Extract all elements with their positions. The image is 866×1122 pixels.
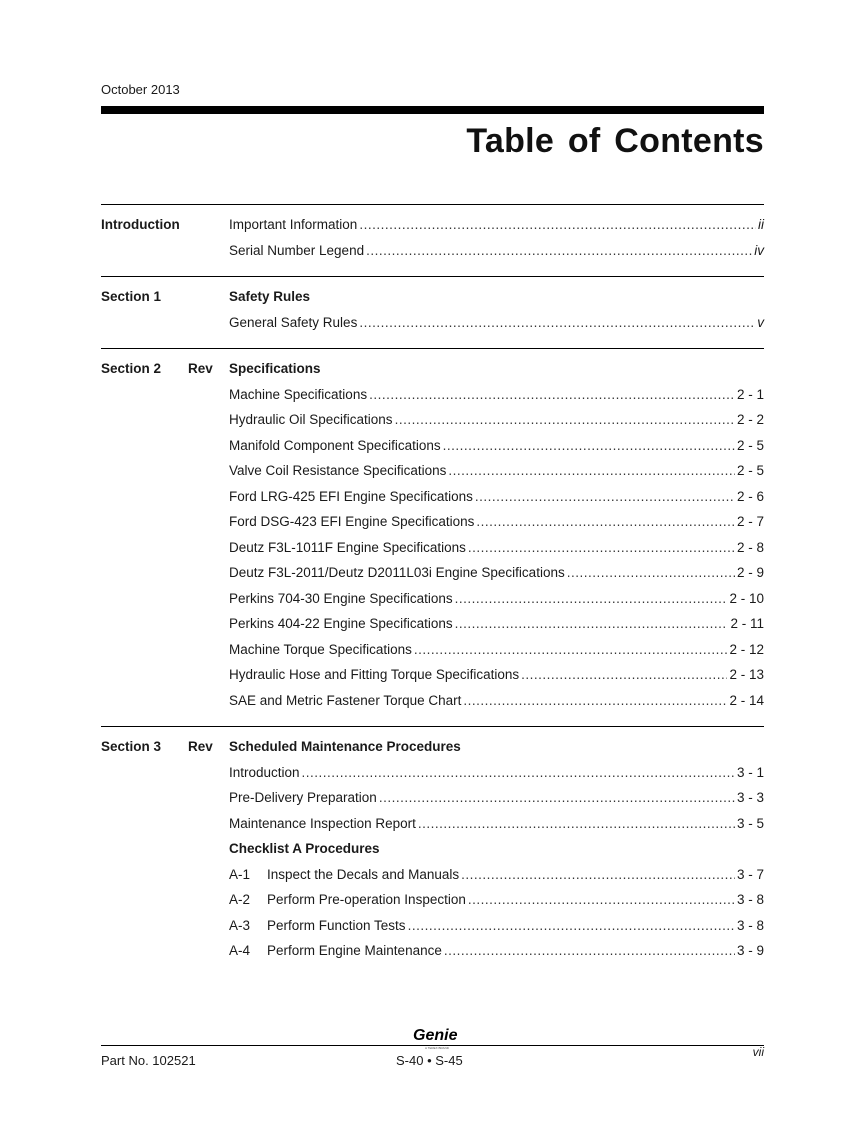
toc-entry[interactable]: [229, 916, 764, 936]
toc-row: [101, 665, 764, 691]
dot-leader: [567, 563, 735, 583]
dot-leader: [408, 916, 735, 936]
entry-title: Pre-Delivery Preparation: [229, 790, 377, 805]
toc-row: [101, 839, 764, 865]
entry-page: 2 - 9: [736, 565, 764, 580]
entry-title: SAE and Metric Fastener Torque Chart: [229, 692, 462, 708]
toc-row: [101, 563, 764, 589]
toc-entry[interactable]: [229, 814, 764, 834]
entry-page: 2 - 10: [729, 590, 764, 606]
dot-leader: [468, 890, 735, 910]
toc-entry[interactable]: [229, 215, 764, 235]
toc-heading: Specifications: [229, 361, 321, 376]
toc-entry[interactable]: [229, 436, 764, 456]
entry-title: Inspect the Decals and Manuals: [267, 866, 460, 882]
entry-page: iv: [754, 242, 764, 258]
entry-title: Serial Number Legend: [229, 242, 365, 258]
dot-leader: [369, 385, 735, 405]
entry-page: 3 - 7: [736, 866, 764, 882]
toc-section: [101, 726, 764, 977]
toc-row: [101, 410, 764, 436]
entry-number: A-3: [229, 917, 251, 933]
dot-leader: [359, 215, 756, 235]
entry-page: 2 - 1: [736, 386, 764, 402]
toc-row: [101, 941, 764, 967]
entry-page: 2 - 14: [729, 692, 764, 708]
entry-page: 2 - 12: [729, 641, 764, 657]
dot-leader: [476, 512, 735, 532]
revision-marker: Rev: [188, 739, 213, 754]
entry-title: Valve Coil Resistance Specifications: [229, 463, 447, 478]
toc-row: [101, 215, 764, 241]
entry-title: Machine Specifications: [229, 386, 368, 402]
toc-row: [101, 241, 764, 267]
entry-page: 2 - 13: [729, 667, 764, 682]
toc-row: [101, 287, 764, 313]
entry-title: Machine Torque Specifications: [229, 641, 412, 657]
revision-marker: Rev: [188, 361, 213, 376]
toc-row: [101, 313, 764, 339]
toc-row: [101, 538, 764, 564]
dot-leader: [443, 436, 735, 456]
dot-leader: [455, 614, 729, 634]
toc-entry[interactable]: [229, 385, 764, 405]
toc-entry[interactable]: [229, 313, 764, 333]
toc-row: [101, 737, 764, 763]
toc-entry[interactable]: [229, 589, 764, 609]
toc-heading: Scheduled Maintenance Procedures: [229, 739, 461, 754]
entry-title: Perkins 704-30 Engine Specifications: [229, 590, 453, 606]
genie-logo: Genie: [413, 1027, 458, 1044]
dot-leader: [475, 487, 735, 507]
toc-entry[interactable]: [229, 691, 764, 711]
toc-row: [101, 814, 764, 840]
entry-title: Important Information: [229, 217, 358, 232]
toc-entry[interactable]: [229, 865, 764, 885]
entry-page: 2 - 5: [736, 437, 764, 453]
entry-page: 3 - 8: [736, 917, 764, 933]
table-of-contents: [101, 204, 764, 977]
toc-entry[interactable]: [229, 614, 764, 634]
entry-title: Ford DSG-423 EFI Engine Specifications: [229, 514, 475, 529]
page-title: Table of Contents: [466, 122, 764, 160]
toc-row: [101, 916, 764, 942]
entry-number: A-2: [229, 892, 251, 907]
dot-leader: [444, 941, 735, 961]
toc-row: [101, 385, 764, 411]
toc-row: [101, 461, 764, 487]
toc-row: [101, 788, 764, 814]
entry-title: Manifold Component Specifications: [229, 437, 441, 453]
toc-entry[interactable]: [229, 241, 764, 261]
entry-page: ii: [758, 217, 764, 232]
toc-entry[interactable]: [229, 665, 764, 685]
part-number: Part No. 102521: [101, 1053, 196, 1068]
dot-leader: [418, 814, 735, 834]
toc-row: [101, 512, 764, 538]
toc-entry[interactable]: [229, 890, 764, 910]
toc-row: [101, 487, 764, 513]
entry-page: 2 - 8: [736, 539, 764, 555]
toc-entry[interactable]: [229, 487, 764, 507]
dot-leader: [395, 410, 735, 430]
toc-row: [101, 890, 764, 916]
entry-title: Perform Pre-operation Inspection: [267, 892, 466, 907]
entry-title: Hydraulic Hose and Fitting Torque Specifications: [229, 667, 520, 682]
entry-number: A-1: [229, 866, 251, 882]
toc-entry[interactable]: [229, 461, 764, 481]
toc-heading: Checklist A Procedures: [229, 841, 380, 856]
toc-entry[interactable]: [229, 640, 764, 660]
entry-title: Perform Function Tests: [267, 917, 406, 933]
entry-title: Deutz F3L-1011F Engine Specifications: [229, 539, 466, 555]
entry-page: 2 - 11: [730, 616, 764, 631]
page-number: vii: [752, 1045, 764, 1059]
entry-title: General Safety Rules: [229, 314, 358, 330]
toc-entry[interactable]: [229, 941, 764, 961]
dot-leader: [463, 691, 727, 711]
dot-leader: [379, 788, 735, 808]
dot-leader: [302, 763, 735, 783]
toc-row: [101, 614, 764, 640]
entry-page: 3 - 9: [736, 943, 764, 958]
entry-page: v: [757, 314, 764, 330]
entry-page: 2 - 5: [736, 463, 764, 478]
entry-page: 3 - 1: [736, 764, 764, 780]
entry-title: Perkins 404-22 Engine Specifications: [229, 616, 453, 631]
date-header: October 2013: [101, 82, 180, 97]
entry-page: 3 - 3: [736, 790, 764, 805]
section-label: Section 1: [101, 289, 162, 304]
logo-tagline: A TEREX BRAND: [425, 1046, 449, 1050]
dot-leader: [468, 538, 735, 558]
toc-entry[interactable]: [229, 538, 764, 558]
entry-page: 2 - 7: [736, 514, 764, 529]
entry-page: 3 - 8: [736, 892, 764, 907]
entry-title: Ford LRG-425 EFI Engine Specifications: [229, 488, 473, 504]
section-label: Section 2: [101, 361, 162, 376]
toc-entry[interactable]: [229, 763, 764, 783]
entry-page: 2 - 2: [736, 412, 764, 427]
entry-title: Introduction: [229, 764, 300, 780]
section-label: Section 3: [101, 739, 162, 754]
toc-entry[interactable]: [229, 512, 764, 532]
section-label: Introduction: [101, 217, 180, 232]
toc-section: [101, 204, 764, 276]
dot-leader: [359, 313, 755, 333]
dot-leader: [414, 640, 728, 660]
header-rule: [101, 106, 764, 114]
toc-section: [101, 276, 764, 348]
entry-page: 2 - 6: [736, 488, 764, 504]
entry-title: Perform Engine Maintenance: [267, 943, 442, 958]
dot-leader: [455, 589, 728, 609]
entry-title: Deutz F3L-2011/Deutz D2011L03i Engine Specifications: [229, 565, 565, 580]
toc-row: [101, 691, 764, 717]
toc-row: [101, 359, 764, 385]
toc-row: [101, 763, 764, 789]
model-number: S-40 • S-45: [396, 1053, 463, 1068]
entry-title: Hydraulic Oil Specifications: [229, 412, 393, 427]
dot-leader: [461, 865, 735, 885]
toc-row: [101, 640, 764, 666]
toc-section: [101, 348, 764, 726]
toc-heading: Safety Rules: [229, 289, 311, 304]
entry-number: A-4: [229, 943, 251, 958]
dot-leader: [521, 665, 727, 685]
dot-leader: [366, 241, 752, 261]
toc-row: [101, 865, 764, 891]
toc-entry[interactable]: [229, 788, 764, 808]
toc-row: [101, 589, 764, 615]
dot-leader: [448, 461, 735, 481]
toc-row: [101, 436, 764, 462]
entry-title: Maintenance Inspection Report: [229, 815, 416, 831]
entry-page: 3 - 5: [736, 815, 764, 831]
toc-entry[interactable]: [229, 410, 764, 430]
toc-entry[interactable]: [229, 563, 764, 583]
